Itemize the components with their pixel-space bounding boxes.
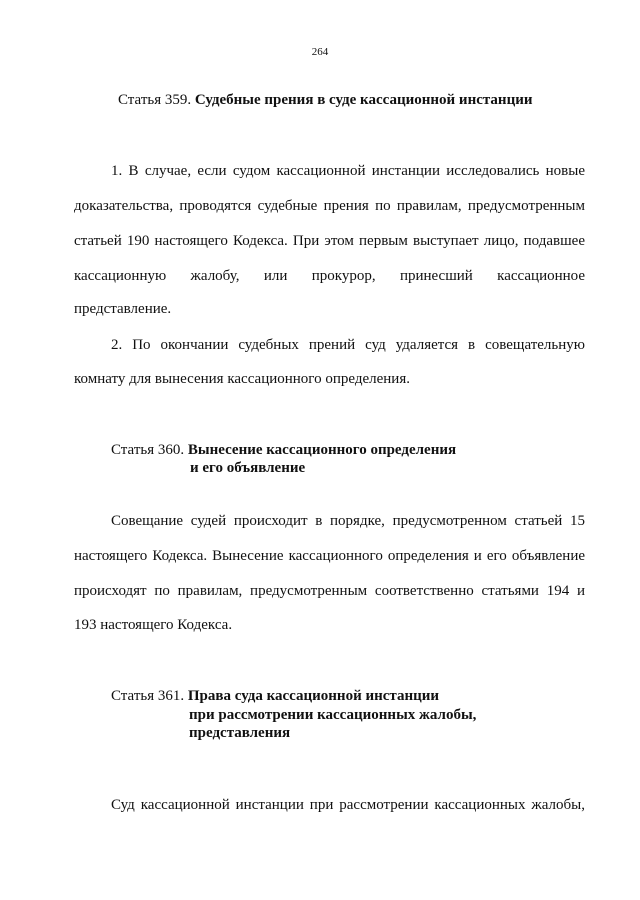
article-359-p1-line3: статьей 190 настоящего Кодекса. При этом первым выступает лицо, подавшее: [74, 233, 585, 249]
article-359-p1-line4: [74, 266, 585, 286]
article-360-title-line1: Вынесение кассационного определения: [187, 442, 457, 458]
article-359-heading: [118, 90, 533, 110]
article-361-title-line2: при рассмотрении кассационных жалобы,: [189, 707, 477, 723]
article-359-p1-line2: доказательства, проводятся судебные прения по правилам, предусмотренным: [74, 198, 585, 214]
article-360-heading: [111, 440, 456, 460]
article-359-p2-line1: 2. По окончании судебных прений суд удаляется в совещательную: [111, 337, 585, 353]
word: кассационное: [497, 268, 585, 284]
page-number: 264: [311, 46, 329, 58]
word: жалобу,: [190, 268, 240, 284]
article-359-p1-line5: представление.: [74, 301, 172, 317]
article-361-title-line3-row: [189, 723, 290, 743]
word: прокурор,: [311, 268, 376, 284]
article-361-p1-line1: Суд кассационной инстанции при рассмотрении кассационных жалобы,: [111, 797, 585, 813]
article-359-p1-line1: 1. В случае, если судом кассационной инстанции исследовались новые: [111, 163, 585, 179]
article-360-p1-line1: Совещание судей происходит в порядке, предусмотренном статьей 15: [111, 513, 585, 529]
article-360-p1-line3: происходят по правилам, предусмотренным соответственно статьями 194 и: [74, 583, 585, 599]
article-360-label: Статья 360.: [111, 442, 185, 458]
article-359-p2-line2: комнату для вынесения кассационного определения.: [74, 371, 410, 387]
article-359-label: Статья 359.: [118, 92, 192, 108]
article-360-p1-line4: 193 настоящего Кодекса.: [74, 617, 233, 633]
article-361-label: Статья 361.: [111, 688, 185, 704]
word: кассационную: [74, 268, 167, 284]
article-361-heading: [111, 686, 439, 706]
article-360-p1-line2: настоящего Кодекса. Вынесение кассационного определения и его объявление: [74, 548, 585, 564]
word: или: [263, 268, 288, 284]
article-361-title-line3: представления: [189, 725, 291, 741]
word: принесший: [399, 268, 473, 284]
article-361-title-line1: Права суда кассационной инстанции: [187, 688, 440, 704]
article-360-title-line2-row: [190, 458, 305, 478]
article-359-title: Судебные прения в суде кассационной инстанции: [194, 92, 533, 108]
article-360-title-line2: и его объявление: [190, 460, 306, 476]
article-361-title-line2-row: [189, 705, 476, 725]
